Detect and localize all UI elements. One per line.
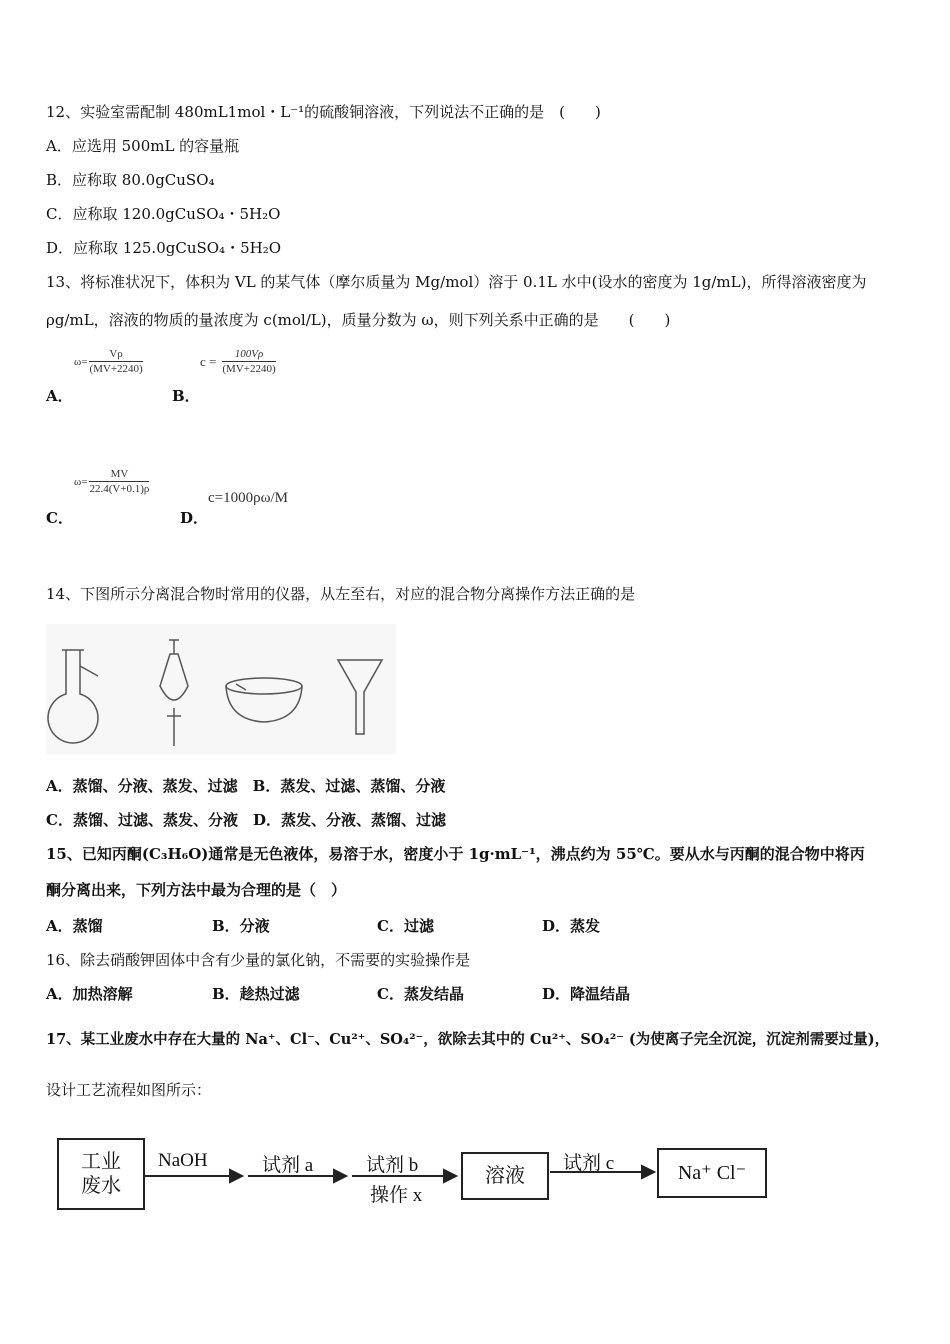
q12-option-c: C．应称取 120.0gCuSO₄・5H₂O xyxy=(46,205,281,223)
q15-stem-line2: 酮分离出来，下列方法中最为合理的是（ ） xyxy=(46,881,347,899)
q14-options-line2: C．蒸馏、过滤、蒸发、分液 D．蒸发、分液、蒸馏、过滤 xyxy=(46,811,446,829)
flow-arrow4-label: 试剂 c xyxy=(563,1153,615,1174)
q12-option-b: B．应称取 80.0gCuSO₄ xyxy=(46,171,215,189)
q13-stem-line1: 13、将标准状况下，体积为 VL 的某气体（摩尔质量为 Mg/mol）溶于 0.1L 水中(设水的密度为 1g/mL)，所得溶液密度为 xyxy=(46,273,867,291)
q13-label-b: B． xyxy=(172,387,200,405)
formula-b-lhs: c = xyxy=(200,353,217,369)
q12-stem: 12、实验室需配制 480mL1mol・L⁻¹的硫酸铜溶液，下列说法不正确的是 ( ) xyxy=(46,103,601,121)
formula-c-numerator: MV xyxy=(89,468,149,482)
q12-option-a: A．应选用 500mL 的容量瓶 xyxy=(46,137,240,155)
q13-label-a: A． xyxy=(46,387,73,405)
formula-c-lhs: ω= xyxy=(74,475,88,488)
flow-arrow3-label-bottom: 操作 x xyxy=(370,1185,423,1206)
q15-stem-line1: 15、已知丙酮(C₃H₆O)通常是无色液体，易溶于水，密度小于 1g·mL⁻¹，沸点约为 55℃。要从水与丙酮的混合物中将丙 xyxy=(46,845,865,863)
formula-a-denominator: (MV+2240) xyxy=(89,363,143,375)
formula-b-denominator: (MV+2240) xyxy=(222,363,276,375)
q13-label-d: D． xyxy=(180,509,209,527)
q16-option-b: B．趁热过滤 xyxy=(212,985,300,1003)
formula-c-denominator: 22.4(V+0.1)ρ xyxy=(89,483,150,495)
q14-stem: 14、下图所示分离混合物时常用的仪器，从左至右，对应的混合物分离操作方法正确的是 xyxy=(46,585,636,603)
flow-box-product-ions: Na⁺ Cl⁻ xyxy=(657,1148,767,1198)
flow-box-industrial-wastewater: 工业 废水 xyxy=(57,1138,145,1210)
q16-option-a: A．加热溶解 xyxy=(46,985,133,1003)
q14-options-line1: A．蒸馏、分液、蒸发、过滤 B．蒸发、过滤、蒸馏、分液 xyxy=(46,777,446,795)
q16-option-d: D．降温结晶 xyxy=(542,985,631,1003)
flow-box-solution: 溶液 xyxy=(461,1152,549,1200)
q12-option-d: D．应称取 125.0gCuSO₄・5H₂O xyxy=(46,239,281,257)
formula-a-lhs: ω= xyxy=(74,355,88,368)
q16-option-c: C．蒸发结晶 xyxy=(377,985,464,1003)
q13-formula-d: c=1000ρω/M xyxy=(208,490,288,506)
q17-stem-line2: 设计工艺流程如图所示： xyxy=(46,1081,212,1099)
q13-stem-line2: ρg/mL，溶液的物质的量浓度为 c(mol/L)，质量分数为 ω，则下列关系中正确的是 ( ) xyxy=(46,311,671,329)
flow-arrow3-label-top: 试剂 b xyxy=(366,1155,419,1176)
q15-option-b: B．分液 xyxy=(212,917,270,935)
flow-arrow2-label: 试剂 a xyxy=(262,1155,314,1176)
q15-option-a: A．蒸馏 xyxy=(46,917,103,935)
flow-arrow1-label: NaOH xyxy=(158,1150,208,1171)
q17-stem-line1: 17、某工业废水中存在大量的 Na⁺、Cl⁻、Cu²⁺、SO₄²⁻，欲除去其中的 Cu²⁺、SO₄²⁻ (为使离子完全沉淀，沉淀剂需要过量)， xyxy=(46,1031,890,1048)
q15-option-d: D．蒸发 xyxy=(542,917,601,935)
q15-option-c: C．过滤 xyxy=(377,917,434,935)
formula-a-numerator: Vρ xyxy=(89,348,142,362)
q13-label-c: C． xyxy=(46,509,73,527)
formula-b-numerator: 100Vρ xyxy=(222,348,275,362)
q16-stem: 16、除去硝酸钾固体中含有少量的氯化钠，不需要的实验操作是 xyxy=(46,951,471,969)
